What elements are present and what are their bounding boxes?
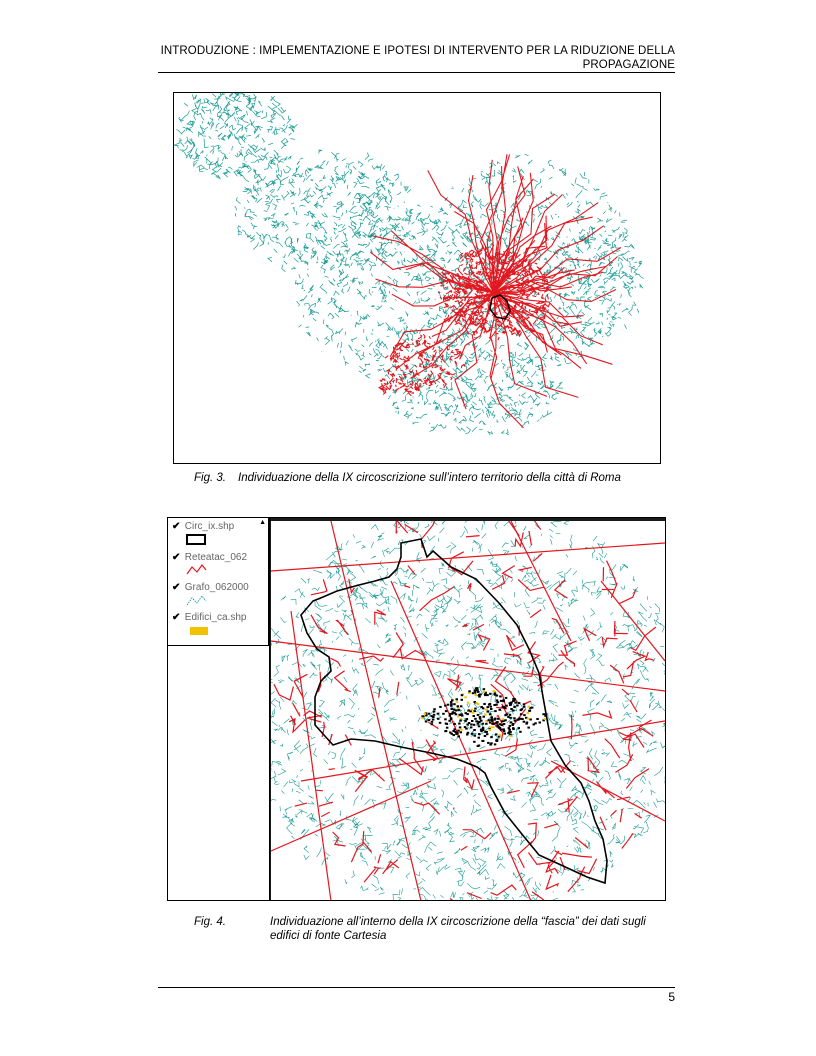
figure-4-caption-line-2: edifici di fonte Cartesia bbox=[270, 930, 387, 942]
ix-circoscrizione-detail-map bbox=[271, 521, 665, 900]
legend-label: Edifici_ca.shp bbox=[184, 612, 247, 623]
legend-label: Grafo_062000 bbox=[184, 582, 249, 593]
black-outline-box-icon bbox=[186, 534, 208, 546]
figure-3-caption-text: Individuazione della IX circoscrizione sull’intero territorio della città di Roma bbox=[238, 472, 621, 484]
figure-4-caption-text bbox=[270, 915, 670, 943]
red-line-icon bbox=[186, 564, 208, 576]
header-line-2: PROPAGAZIONE bbox=[582, 59, 675, 71]
header-rule bbox=[158, 72, 675, 73]
legend-scroll-up-icon[interactable]: ▲ bbox=[259, 519, 266, 526]
legend-item-reteatac[interactable] bbox=[172, 552, 247, 564]
teal-line-icon bbox=[186, 595, 208, 607]
running-header bbox=[158, 44, 675, 72]
figure-4-caption-line-1: Individuazione all’interno della IX circoscrizione della “fascia” dei dati sugli bbox=[270, 916, 646, 928]
legend-label: Circ_ix.shp bbox=[184, 521, 235, 532]
header-line-1: INTRODUZIONE : IMPLEMENTAZIONE E IPOTESI DI INTERVENTO PER LA RIDUZIONE DELLA bbox=[160, 45, 675, 57]
map-legend bbox=[168, 518, 269, 646]
yellow-fill-icon bbox=[190, 627, 208, 635]
legend-item-circ-ix[interactable] bbox=[172, 521, 234, 533]
figure-3-map bbox=[173, 92, 661, 464]
legend-item-grafo[interactable] bbox=[172, 582, 249, 594]
legend-item-edifici[interactable] bbox=[172, 612, 246, 624]
checkbox-icon[interactable]: ✔ bbox=[172, 552, 181, 563]
figure-3-number: Fig. 3. bbox=[194, 472, 226, 484]
checkbox-icon[interactable]: ✔ bbox=[172, 612, 181, 623]
figure-4-gis-view bbox=[167, 517, 666, 901]
figure-4-number: Fig. 4. bbox=[194, 916, 226, 928]
figure-3-caption bbox=[194, 471, 674, 485]
legend-label: Reteatac_062 bbox=[184, 552, 248, 563]
page-number: 5 bbox=[668, 990, 675, 1004]
footer-rule bbox=[158, 987, 675, 988]
rome-road-network-map bbox=[174, 93, 660, 463]
checkbox-icon[interactable]: ✔ bbox=[172, 582, 181, 593]
checkbox-icon[interactable]: ✔ bbox=[172, 521, 181, 532]
map-canvas[interactable] bbox=[270, 518, 665, 900]
